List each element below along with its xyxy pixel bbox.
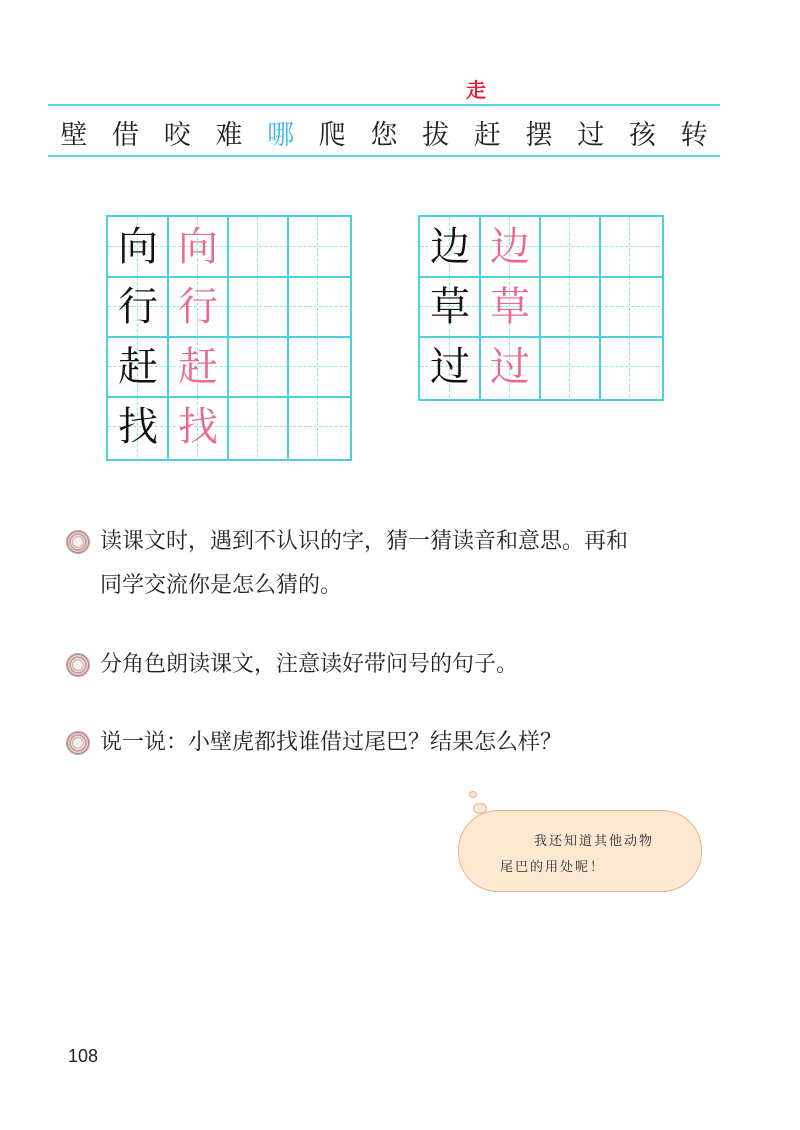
grid-cell xyxy=(228,277,288,337)
grid-cell xyxy=(288,217,348,277)
grid-column-line xyxy=(539,217,541,399)
grid-row-line xyxy=(108,336,350,338)
model-character: 行 xyxy=(118,284,158,330)
grid-cell xyxy=(288,397,348,457)
grid-row-line xyxy=(420,336,662,338)
char: 您 xyxy=(370,119,398,151)
grid-cell xyxy=(600,217,660,277)
trace-character: 赶 xyxy=(178,344,218,390)
trace-character: 向 xyxy=(178,224,218,270)
char: 壁 xyxy=(60,119,88,151)
task-1-line-1: 读课文时，遇到不认识的字，猜一猜读音和意思。再和 xyxy=(100,529,629,554)
task-bullet-icon xyxy=(66,653,90,677)
grid-cell xyxy=(600,277,660,337)
grid-cell xyxy=(288,277,348,337)
trace-character: 边 xyxy=(490,224,530,270)
trace-character: 草 xyxy=(490,284,530,330)
radical-hint: 走 xyxy=(466,78,486,102)
char: 借 xyxy=(112,119,140,151)
trace-character: 找 xyxy=(178,404,218,450)
model-character: 赶 xyxy=(118,344,158,390)
recognize-characters-row xyxy=(48,112,720,152)
grid-column-line xyxy=(167,217,169,459)
grid-column-line xyxy=(599,217,601,399)
thought-dot-small xyxy=(469,791,477,798)
trace-character: 过 xyxy=(490,344,530,390)
grid-row-line xyxy=(420,276,662,278)
task-bullet-icon xyxy=(66,731,90,755)
bubble-line-1: 我还知道其他动物 xyxy=(534,834,655,849)
grid-column-line xyxy=(479,217,481,399)
grid-cell xyxy=(228,217,288,277)
char: 拔 xyxy=(422,119,450,151)
grid-row-line xyxy=(108,276,350,278)
char: 咬 xyxy=(163,119,191,151)
task-bullet-icon xyxy=(66,530,90,554)
char: 过 xyxy=(577,119,605,151)
char: 爬 xyxy=(318,119,346,151)
top-rule-line xyxy=(48,104,720,106)
model-character: 过 xyxy=(430,344,470,390)
model-character: 边 xyxy=(430,224,470,270)
char: 转 xyxy=(680,119,708,151)
grid-column-line xyxy=(227,217,229,459)
char: 难 xyxy=(215,119,243,151)
grid-cell xyxy=(228,337,288,397)
grid-cell xyxy=(540,337,600,397)
page-number: 108 xyxy=(68,1046,99,1066)
writing-grid-left xyxy=(106,215,352,461)
model-character: 草 xyxy=(430,284,470,330)
grid-column-line xyxy=(287,217,289,459)
grid-cell xyxy=(600,337,660,397)
thought-bubble xyxy=(458,810,702,892)
grid-cell xyxy=(288,337,348,397)
task-2: 分角色朗读课文，注意读好带问号的句子。 xyxy=(100,652,519,677)
bottom-rule-line xyxy=(48,155,720,157)
char: 孩 xyxy=(628,119,656,151)
model-character: 向 xyxy=(118,224,158,270)
grid-cell xyxy=(540,217,600,277)
grid-cell xyxy=(540,277,600,337)
grid-row-line xyxy=(108,396,350,398)
model-character: 找 xyxy=(118,404,158,450)
writing-grid-right xyxy=(418,215,664,401)
grid-cell xyxy=(228,397,288,457)
char: 摆 xyxy=(525,119,553,151)
bubble-line-2: 尾巴的用处呢！ xyxy=(500,860,606,875)
char-highlighted: 哪 xyxy=(267,119,295,151)
task-1-line-2: 同学交流你是怎么猜的。 xyxy=(100,573,343,598)
task-3: 说一说：小壁虎都找谁借过尾巴？结果怎么样？ xyxy=(100,730,563,755)
char: 赶 xyxy=(473,119,501,151)
trace-character: 行 xyxy=(178,284,218,330)
